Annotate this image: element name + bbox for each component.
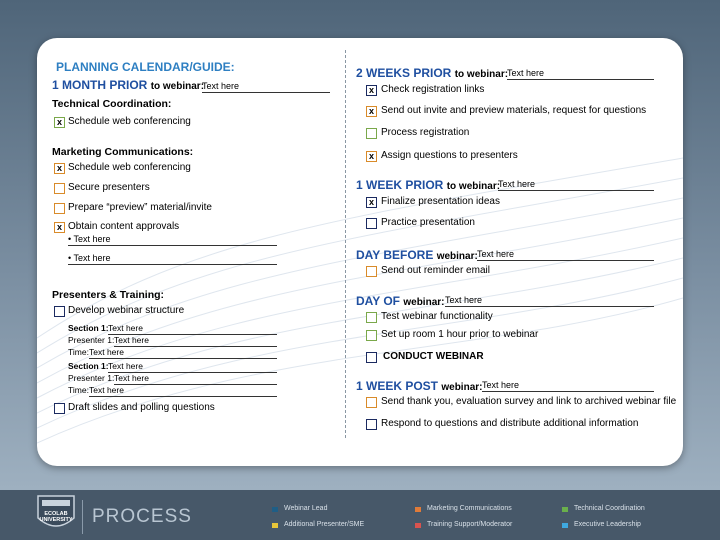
legend-label: Additional Presenter/SME xyxy=(284,521,365,528)
one-week-prior-field[interactable]: Text here xyxy=(498,179,654,191)
presenter-label: Presenter 1: xyxy=(68,373,115,383)
badge-text: ECOLAB UNIVERSITY xyxy=(39,511,73,523)
marketing-communications-heading: Marketing Communications: xyxy=(52,146,194,158)
time-label: Time: xyxy=(68,385,89,395)
footer-separator xyxy=(82,500,83,534)
checkbox-assign-questions[interactable]: x xyxy=(366,151,377,162)
checkbox-send-invite[interactable]: x xyxy=(366,106,377,117)
checkbox-secure-presenters[interactable] xyxy=(54,183,65,194)
footer-section-title: PROCESS xyxy=(92,506,192,527)
legend-label: Training Support/Moderator xyxy=(427,521,513,528)
task-label: Check registration links xyxy=(381,84,485,95)
checkbox-schedule-web-conferencing-mkt[interactable]: x xyxy=(54,163,65,174)
approval-bullet-field[interactable]: • Text here xyxy=(68,234,277,246)
checkbox-prepare-preview[interactable] xyxy=(54,203,65,214)
task-label: CONDUCT WEBINAR xyxy=(383,351,484,362)
checkbox-process-registration[interactable] xyxy=(366,128,377,139)
section-field[interactable]: Text here xyxy=(108,361,277,373)
day-of-heading: DAY OF webinar: xyxy=(356,294,445,308)
checkbox-develop-webinar-structure[interactable] xyxy=(54,306,65,317)
legend-swatch xyxy=(415,507,421,512)
presenter-field[interactable]: Text here xyxy=(114,335,277,347)
week-post-field[interactable]: Text here xyxy=(482,380,654,392)
checkbox-test-webinar[interactable] xyxy=(366,312,377,323)
legend-label: Technical Coordination xyxy=(574,505,645,512)
checkbox-send-reminder[interactable] xyxy=(366,266,377,277)
week-post-heading: 1 WEEK POST webinar: xyxy=(356,379,483,393)
checkbox-schedule-web-conferencing-tech[interactable]: x xyxy=(54,117,65,128)
task-label: Prepare “preview” material/invite xyxy=(68,202,212,213)
presenters-training-heading: Presenters & Training: xyxy=(52,289,165,301)
approval-bullet-field[interactable]: • Text here xyxy=(68,253,277,265)
task-label: Draft slides and polling questions xyxy=(68,402,215,413)
task-label: Obtain content approvals xyxy=(68,221,180,232)
task-label: Send thank you, evaluation survey and link to archived webinar file xyxy=(381,396,677,407)
legend-swatch xyxy=(562,523,568,528)
task-label: Send out invite and preview materials, request for questions xyxy=(381,105,647,116)
checkbox-obtain-content-approvals[interactable]: x xyxy=(54,222,65,233)
time-label: Time: xyxy=(68,347,89,357)
day-before-heading: DAY BEFORE webinar: xyxy=(356,248,478,262)
month-prior-field[interactable]: Text here xyxy=(202,81,330,93)
task-label: Finalize presentation ideas xyxy=(381,196,500,207)
section-label: Section 1: xyxy=(68,361,109,371)
task-label: Practice presentation xyxy=(381,217,475,228)
legend-swatch xyxy=(272,507,278,512)
legend-label: Executive Leadership xyxy=(574,521,641,528)
legend-swatch xyxy=(415,523,421,528)
day-of-field[interactable]: Text here xyxy=(445,295,654,307)
one-week-prior-heading: 1 WEEK PRIOR to webinar: xyxy=(356,178,501,192)
task-label: Secure presenters xyxy=(68,182,150,193)
task-label: Assign questions to presenters xyxy=(381,150,518,161)
two-weeks-prior-field[interactable]: Text here xyxy=(507,68,654,80)
task-label: Send out reminder email xyxy=(381,265,490,276)
day-before-field[interactable]: Text here xyxy=(477,249,654,261)
presenter-label: Presenter 1: xyxy=(68,335,115,345)
task-label: Develop webinar structure xyxy=(68,305,185,316)
legend-label: Marketing Communications xyxy=(427,505,512,512)
task-label: Schedule web conferencing xyxy=(68,162,191,173)
two-weeks-prior-heading: 2 WEEKS PRIOR to webinar: xyxy=(356,66,509,80)
page-title: PLANNING CALENDAR/GUIDE: xyxy=(56,60,235,74)
checkbox-respond-questions[interactable] xyxy=(366,419,377,430)
task-label: Process registration xyxy=(381,127,470,138)
checkbox-practice-presentation[interactable] xyxy=(366,218,377,229)
task-label: Respond to questions and distribute additional information xyxy=(381,418,639,429)
section-field[interactable]: Text here xyxy=(108,323,277,335)
presenter-field[interactable]: Text here xyxy=(114,373,277,385)
time-field[interactable]: Text here xyxy=(89,385,277,397)
checkbox-send-thank-you[interactable] xyxy=(366,397,377,408)
checkbox-setup-room[interactable] xyxy=(366,330,377,341)
legend-swatch xyxy=(272,523,278,528)
planning-card xyxy=(37,38,683,466)
technical-coordination-heading: Technical Coordination: xyxy=(52,98,172,110)
month-prior-heading: 1 MONTH PRIOR to webinar: xyxy=(52,78,205,92)
task-label: Test webinar functionality xyxy=(381,311,493,322)
legend-label: Webinar Lead xyxy=(284,505,328,512)
section-label: Section 1: xyxy=(68,323,109,333)
legend-swatch xyxy=(562,507,568,512)
checkbox-check-registration-links[interactable]: x xyxy=(366,85,377,96)
checkbox-conduct-webinar[interactable] xyxy=(366,352,377,363)
column-divider xyxy=(345,50,346,438)
checkbox-finalize-presentation[interactable]: x xyxy=(366,197,377,208)
checkbox-draft-slides[interactable] xyxy=(54,403,65,414)
task-label: Schedule web conferencing xyxy=(68,116,191,127)
time-field[interactable]: Text here xyxy=(89,347,277,359)
task-label: Set up room 1 hour prior to webinar xyxy=(381,329,539,340)
